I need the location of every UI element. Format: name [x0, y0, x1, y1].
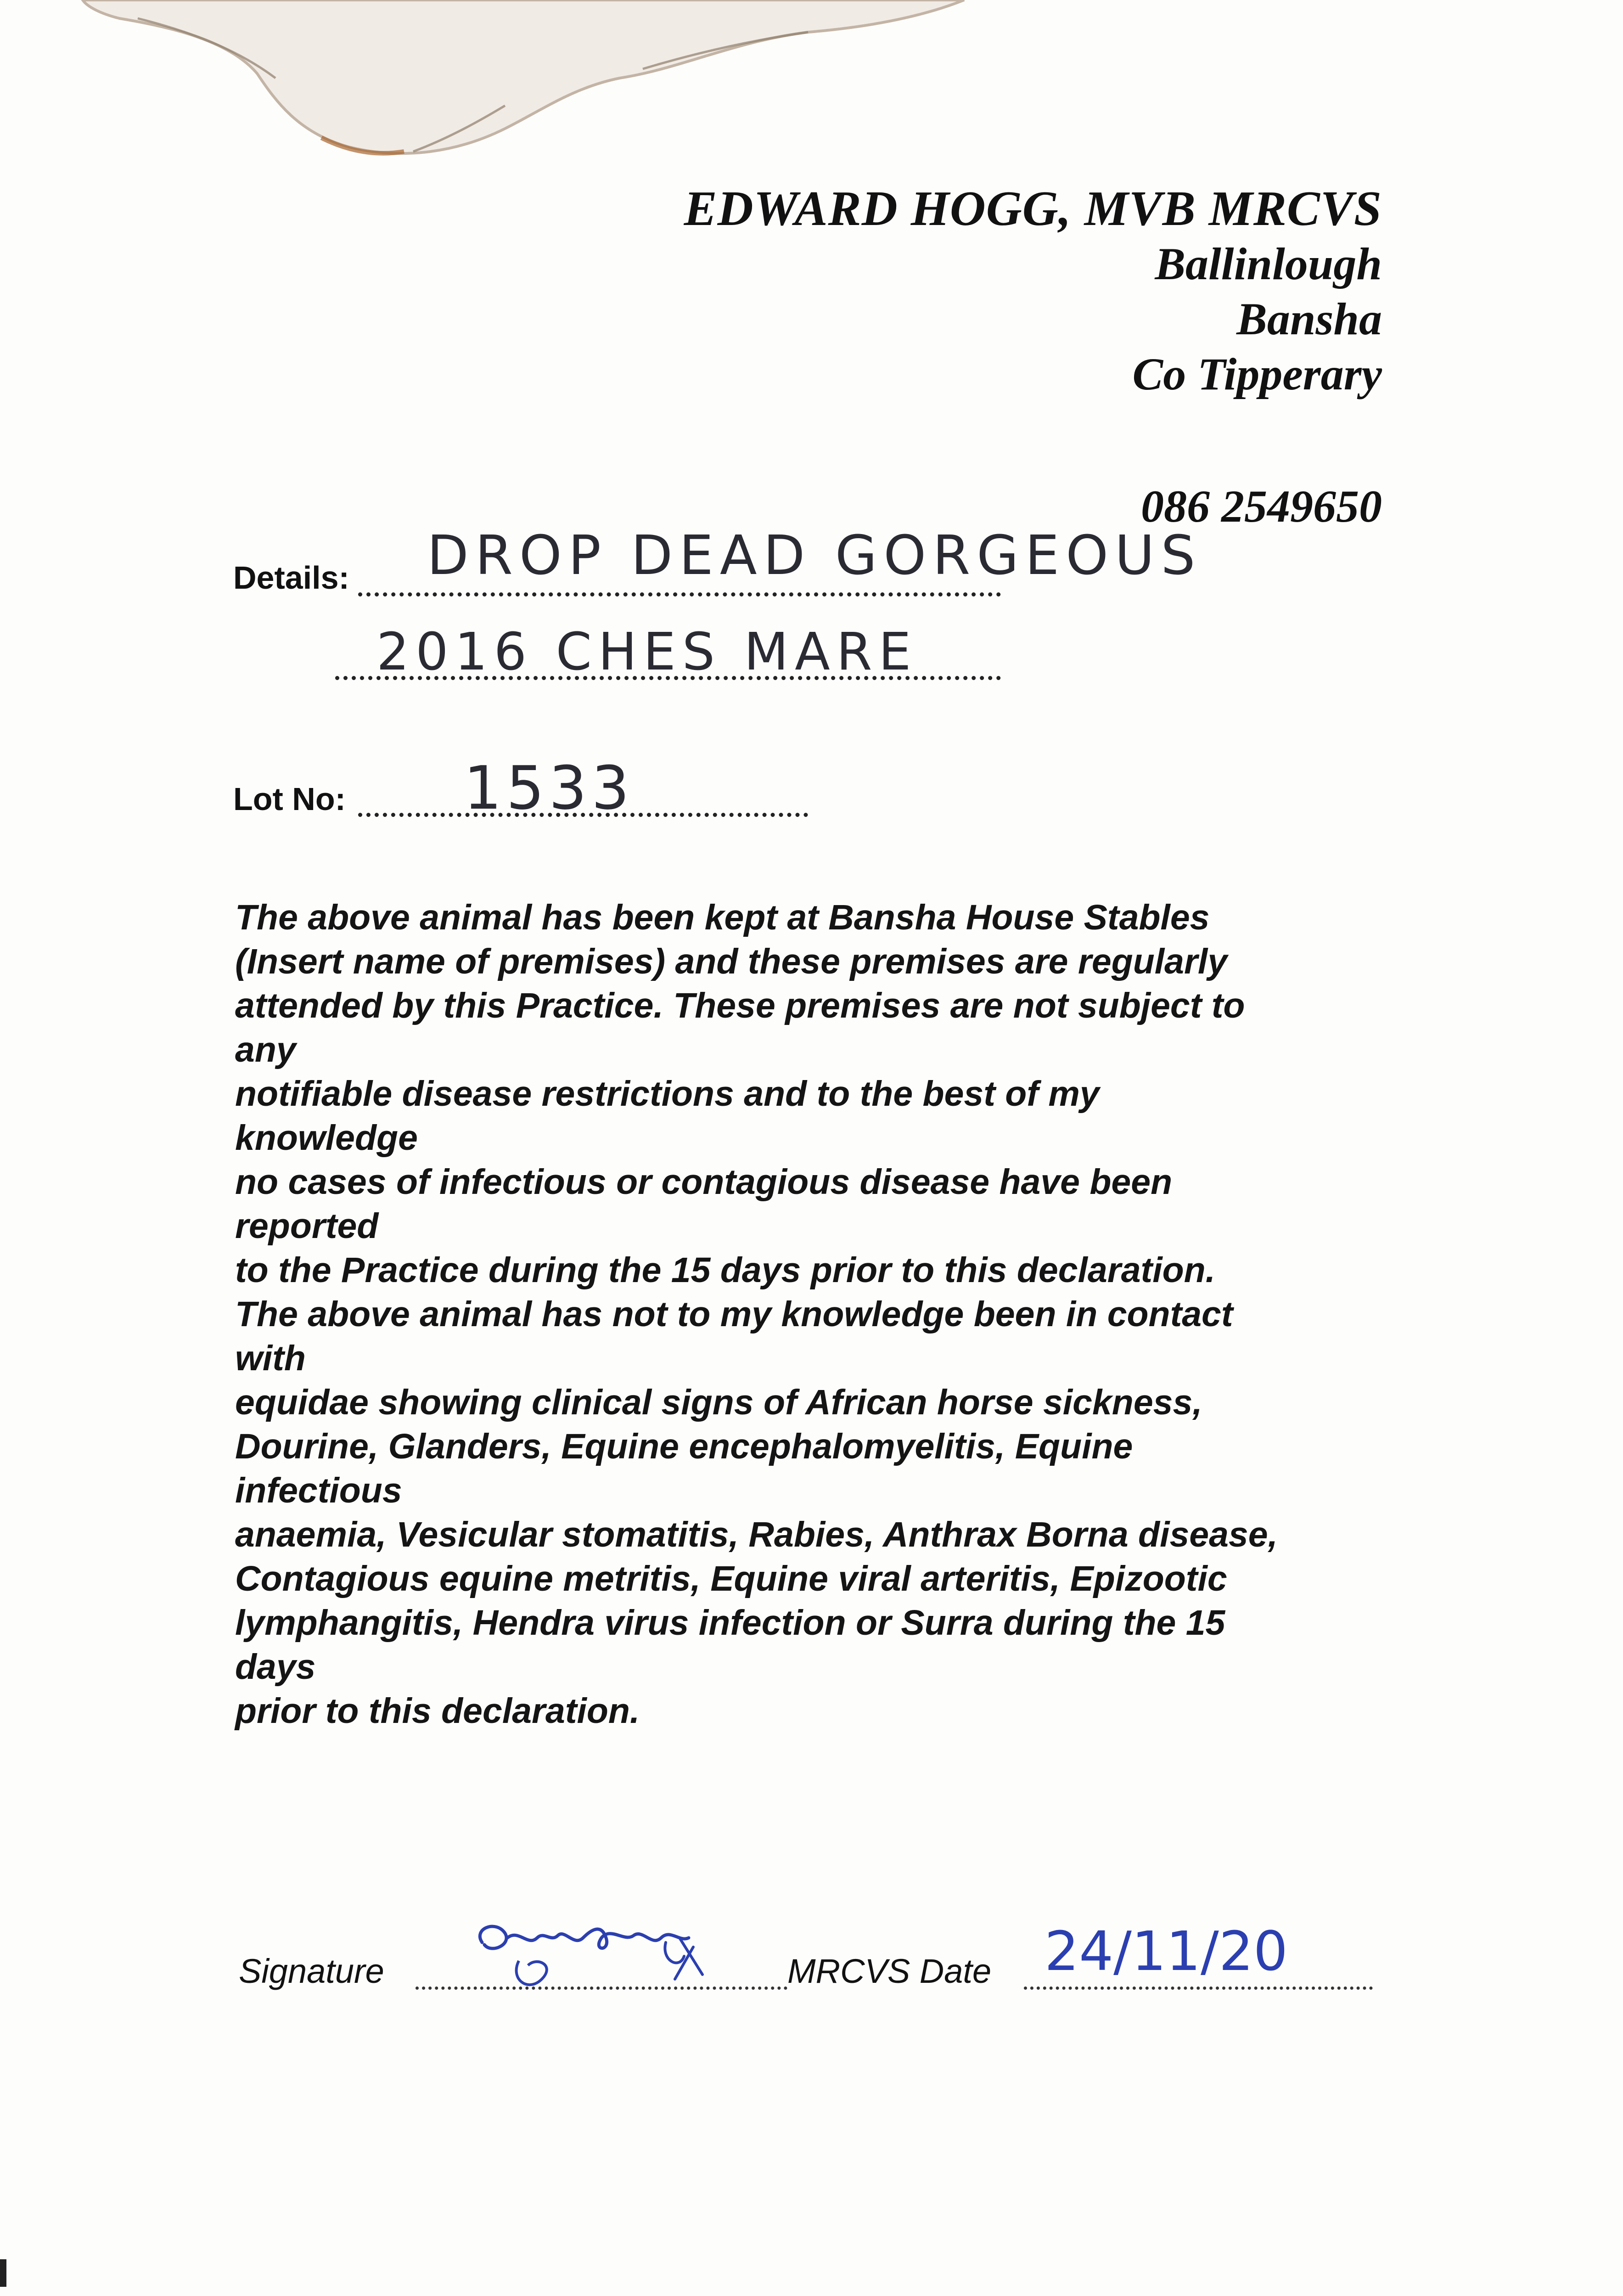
vet-name: EDWARD HOGG, MVB MRCVS — [684, 181, 1382, 236]
lot-number-handwritten: 1533 — [464, 753, 634, 823]
scan-edge-mark — [0, 2259, 6, 2287]
declaration-line: knowledge — [235, 1118, 418, 1158]
declaration-line: equidae showing clinical signs of African horse sickness, — [235, 1383, 1202, 1422]
details-handwritten-line-2: 2016 CHES MARE — [376, 622, 918, 682]
address-line-3: Co Tipperary — [1132, 349, 1382, 400]
handwritten-date: 24/11/20 — [1045, 1919, 1288, 1983]
signature-label: Signature — [239, 1952, 384, 1990]
mrcvs-date-label: MRCVS Date — [787, 1952, 992, 1990]
declaration-line: prior to this declaration. — [235, 1691, 640, 1731]
declaration-line: to the Practice during the 15 days prior to this declaration. — [235, 1250, 1216, 1290]
details-handwritten-line-1: DROP DEAD GORGEOUS — [427, 523, 1202, 587]
declaration-line: Dourine, Glanders, Equine encephalomyelitis, Equine — [235, 1427, 1133, 1466]
details-dotted-line-1 — [358, 592, 1001, 597]
address-line-2: Bansha — [1236, 293, 1382, 344]
declaration-line: infectious — [235, 1471, 402, 1510]
declaration-line: lymphangitis, Hendra virus infection or Surra during the 15 — [235, 1603, 1225, 1643]
declaration-line: anaemia, Vesicular stomatitis, Rabies, Anthrax Borna disease, — [235, 1515, 1278, 1554]
declaration-line: The above animal has been kept at Bansha House Stables — [235, 898, 1210, 937]
declaration-line: The above animal has not to my knowledge been in contact — [235, 1294, 1233, 1334]
handwritten-signature — [464, 1910, 721, 2020]
declaration-line: notifiable disease restrictions and to the best of my — [235, 1074, 1100, 1114]
torn-edge-stain — [0, 0, 1623, 193]
declaration-line: with — [235, 1339, 306, 1378]
lot-number-label: Lot No: — [233, 781, 346, 817]
declaration-line: no cases of infectious or contagious disease have been — [235, 1162, 1173, 1202]
letterhead — [684, 181, 1382, 534]
declaration-line: attended by this Practice. These premises are not subject to — [235, 986, 1245, 1025]
details-label: Details: — [233, 560, 349, 596]
phone-number: 086 2549650 — [1141, 481, 1382, 532]
declaration-line: any — [235, 1030, 296, 1069]
declaration-line: Contagious equine metritis, Equine viral arteritis, Epizootic — [235, 1559, 1227, 1598]
declaration-line: (Insert name of premises) and these premises are regularly — [235, 942, 1228, 981]
date-dotted-line — [1024, 1986, 1373, 1990]
declaration-text — [235, 895, 1429, 1733]
address-line-1: Ballinlough — [1155, 238, 1382, 289]
declaration-line: reported — [235, 1206, 379, 1246]
declaration-line: days — [235, 1647, 316, 1687]
